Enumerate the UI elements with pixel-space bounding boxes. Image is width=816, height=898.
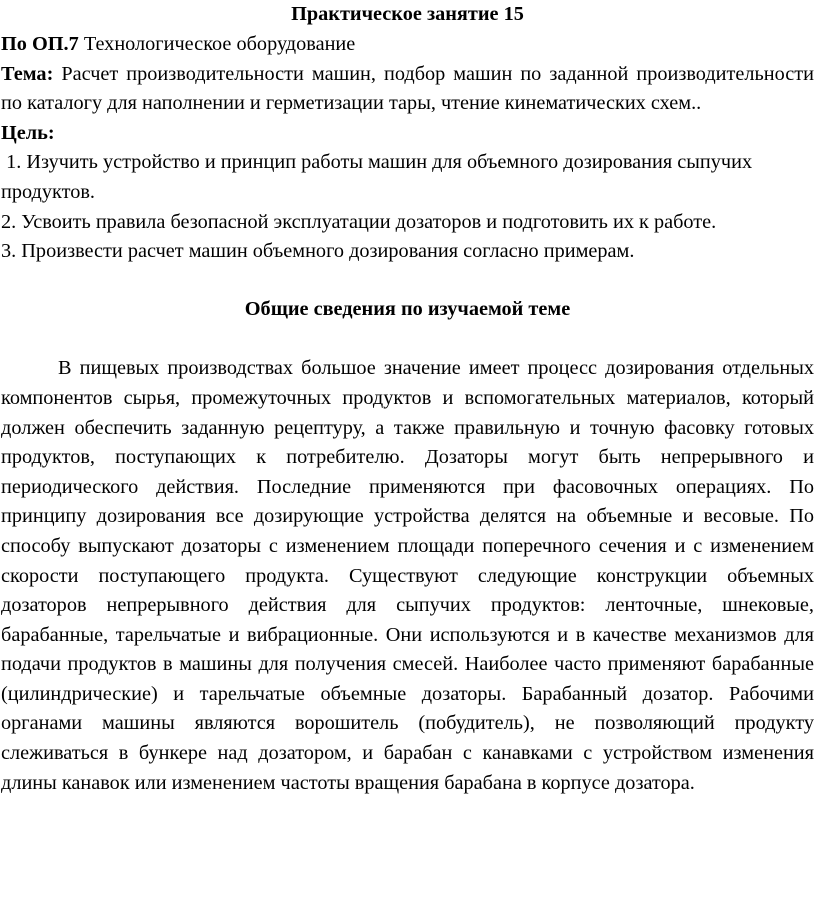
subject-value: Технологическое оборудование (83, 33, 356, 55)
subject-line (1, 30, 814, 60)
subject-label: По ОП.7 (1, 33, 79, 55)
page-title: Практическое занятие 15 (291, 3, 524, 25)
goal-label: Цель: (1, 121, 55, 144)
goal-item-3: 3. Произвести расчет машин объемного дозирования согласно примерам. (1, 240, 635, 263)
topic-label: Тема: (1, 62, 54, 85)
goal-item-1: 1. Изучить устройство и принцип работы машин для объемного дозирования сыпучих продуктов. (1, 151, 758, 203)
goal-item-2: 2. Усвоить правила безопасной эксплуатации дозаторов и подготовить их к работе. (1, 210, 717, 233)
topic-block (1, 60, 814, 119)
section-paragraph: В пищевых производствах большое значение имеет процесс дозирования отдельных компонентов сырья, промежуточных продуктов и вспомогательных материалов, который должен обеспечить заданную рецептуру, а также правильную и точную фасовку готовых продуктов, поступающих к потребителю. Дозаторы могут быть непрерывного и периодического действия. Последние применяются при фасовочных операциях. По принципу дозирования все дозирующие устройства делятся на объемные и весовые. По способу выпускают дозаторы с изменением площади поперечного сечения и с изменением скорости поступающего продукта. Существуют следующие конструкции объемных дозаторов непрерывного действия для сыпучих продуктов: ленточные, шнековые, барабанные, тарельчатые и вибрационные. Они используются и в качестве механизмов для подачи продуктов в машины для получения смесей. Наиболее часто применяют барабанные (цилиндрические) и тарельчатые объемные дозаторы. Барабанный дозатор. Рабочими органами машины являются ворошитель (побудитель), не позволяющий продукту слеживаться в бункере над дозатором, и барабан с канавками с устройством изменения длины канавок или изменением частоты вращения барабана в корпусе дозатора. (1, 357, 814, 794)
topic-value: Расчет производительности машин, подбор машин по заданной производительности по каталогу для наполнении и герметизации тары, чтение кинематических схем.. (1, 62, 814, 115)
goal-heading (1, 119, 814, 149)
section-heading: Общие сведения по изучаемой теме (244, 297, 571, 320)
